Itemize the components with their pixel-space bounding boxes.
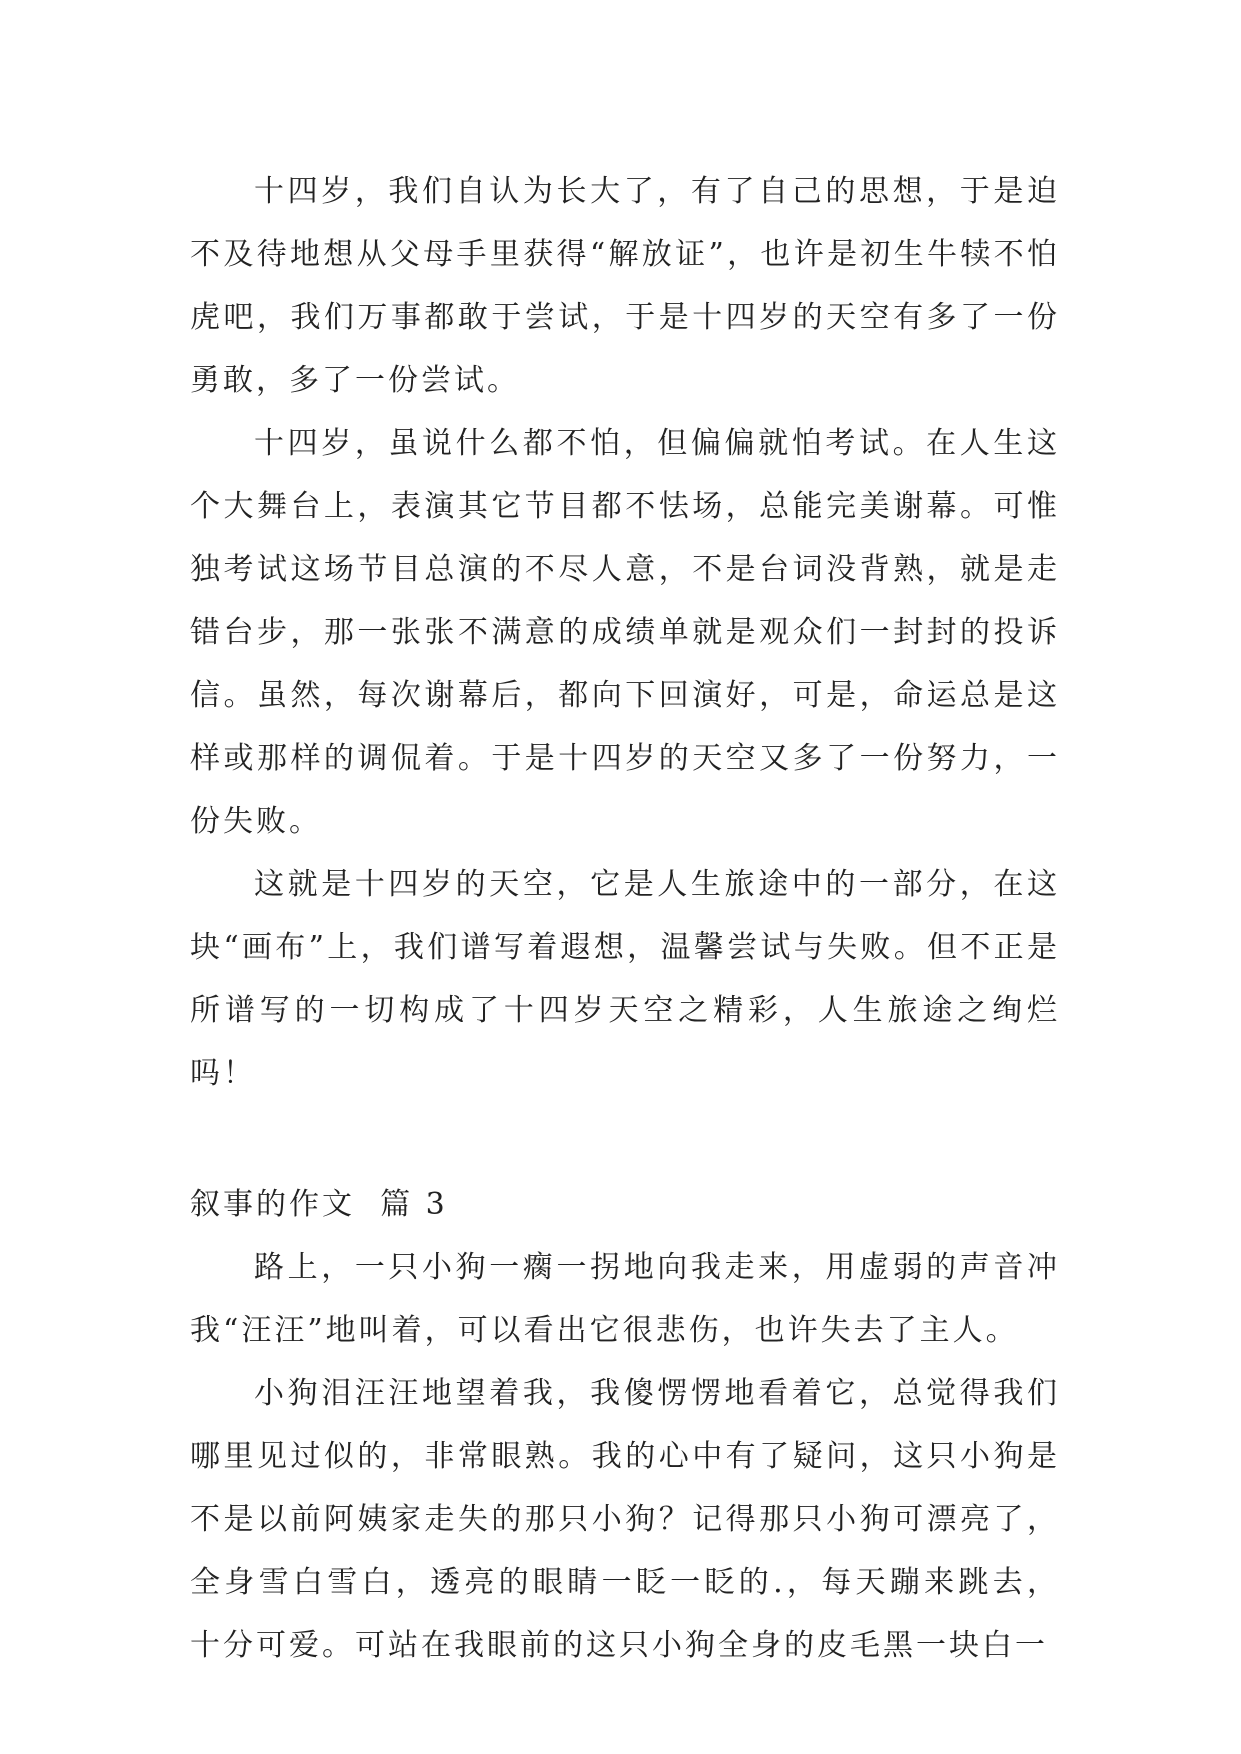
- section-title: 叙事的作文 篇 3: [190, 1187, 448, 1222]
- paragraph: 路上，一只小狗一瘸一拐地向我走来，用虚弱的声音冲我“汪汪”地叫着，可以看出它很悲伤，也许失去了主人。: [190, 1250, 1060, 1348]
- paragraph: 十四岁，虽说什么都不怕，但偏偏就怕考试。在人生这个大舞台上，表演其它节目都不怯场，总能完美谢幕。可惟独考试这场节目总演的不尽人意，不是台词没背熟，就是走错台步，那一张张不满意的成绩单就是观众们一封封的投诉信。虽然，每次谢幕后，都向下回演好，可是，命运总是这样或那样的调侃着。于是十四岁的天空又多了一份努力，一份失败。: [190, 426, 1060, 839]
- paragraph: 小狗泪汪汪地望着我，我傻愣愣地看着它，总觉得我们哪里见过似的，非常眼熟。我的心中有了疑问，这只小狗是不是以前阿姨家走失的那只小狗？记得那只小狗可漂亮了，全身雪白雪白，透亮的眼睛一眨一眨的.，每天蹦来跳去，十分可爱。可站在我眼前的这只小狗全身的皮毛黑一块白一: [190, 1376, 1060, 1663]
- paragraph: 这就是十四岁的天空，它是人生旅途中的一部分，在这块“画布”上，我们谱写着遐想，温馨尝试与失败。但不正是所谱写的一切构成了十四岁天空之精彩，人生旅途之绚烂吗！: [190, 867, 1060, 1091]
- document-body: [190, 160, 1060, 1677]
- paragraph: 十四岁，我们自认为长大了，有了自己的思想，于是迫不及待地想从父母手里获得“解放证”，也许是初生牛犊不怕虎吧，我们万事都敢于尝试，于是十四岁的天空有多了一份勇敢，多了一份尝试。: [190, 174, 1060, 398]
